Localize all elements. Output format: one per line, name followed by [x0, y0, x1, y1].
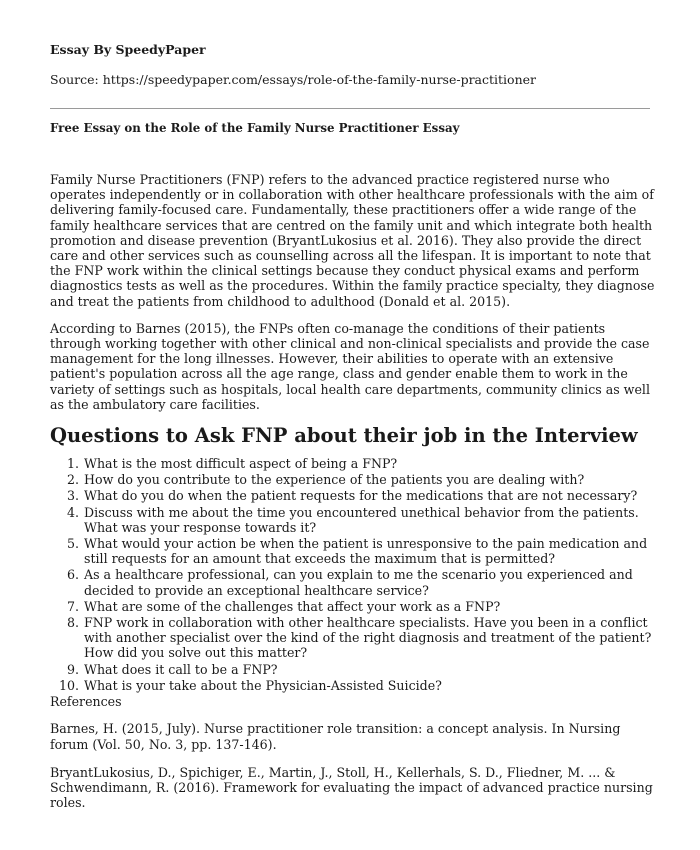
reference-item: BryantLukosius, D., Spichiger, E., Martin, J., Stoll, H., Kellerhals, S. D., Fliedner, M. ... & Schwendimann, R. (2016). Framework for evaluating the impact of advanced practice nursing roles. [50, 764, 653, 811]
paragraph: Family Nurse Practitioners (FNP) refers to the advanced practice registered nurse who operates independently or in collaboration with other healthcare professionals with the aim of delivering family-focused care. Fundamentally, these practitioners offer a wide range of the family healthcare services that are centred on the family unit and which integrate both health promotion and disease prevention (BryantLukosius et al. 2016). They also provide the direct care and other services such as counselling across all the lifespan. It is important to note that the FNP work within the clinical settings because they conduct physical exams and perform diagnostics tests as well as the procedures. Within the family practice specialty, they diagnose and treat the patients from childhood to adulthood (Donald et al. 2015). [50, 172, 655, 309]
reference-item: Barnes, H. (2015, July). Nurse practitioner role transition: a concept analysis. In Nursing forum (Vol. 50, No. 3, pp. 137-146). [50, 721, 621, 752]
essay-body [50, 172, 656, 823]
question-item: 2. How do you contribute to the experience of the patients you are dealing with? [83, 472, 656, 487]
question-item: 6. As a healthcare professional, can you explain to me the scenario you experienced and decided to provide an exceptional healthcare service? [83, 567, 656, 597]
question-item: 8. FNP work in collaboration with other healthcare specialists. Have you been in a conflict with another specialist over the kind of the right diagnosis and treatment of the patient? How did you solve out this matter? [83, 615, 656, 661]
question-item: 1. What is the most difficult aspect of being a FNP? [83, 456, 656, 471]
header-divider [50, 108, 650, 109]
source-line: Source: https://speedypaper.com/essays/role-of-the-family-nurse-practitioner [50, 72, 536, 87]
references-list [50, 721, 656, 810]
question-item: 10. What is your take about the Physician-Assisted Suicide? [83, 678, 656, 693]
paragraph: According to Barnes (2015), the FNPs often co-manage the conditions of their patients through working together with other clinical and non-clinical specialists and provide the case management for the long illnesses. However, their abilities to operate with an extensive patient's population across all the age range, class and gender enable them to work in the variety of settings such as hospitals, local health care departments, community clinics as well as the ambulatory care facilities. [50, 320, 650, 412]
question-item: 3. What do you do when the patient requests for the medications that are not necessary? [83, 488, 656, 503]
questions-heading: Questions to Ask FNP about their job in the Interview [50, 424, 638, 448]
essay-title: Free Essay on the Role of the Family Nurse Practitioner Essay [50, 121, 460, 135]
question-item: 7. What are some of the challenges that affect your work as a FNP? [83, 599, 656, 614]
question-item: 4. Discuss with me about the time you encountered unethical behavior from the patients. What was your response towards it? [83, 505, 656, 535]
question-item: 5. What would your action be when the patient is unresponsive to the pain medication and still requests for an amount that exceeds the maximum that is permitted? [83, 536, 656, 566]
questions-list [50, 456, 656, 693]
references-heading: References [50, 694, 122, 710]
question-item: 9. What does it call to be a FNP? [83, 662, 656, 677]
brand-heading: Essay By SpeedyPaper [50, 42, 206, 57]
